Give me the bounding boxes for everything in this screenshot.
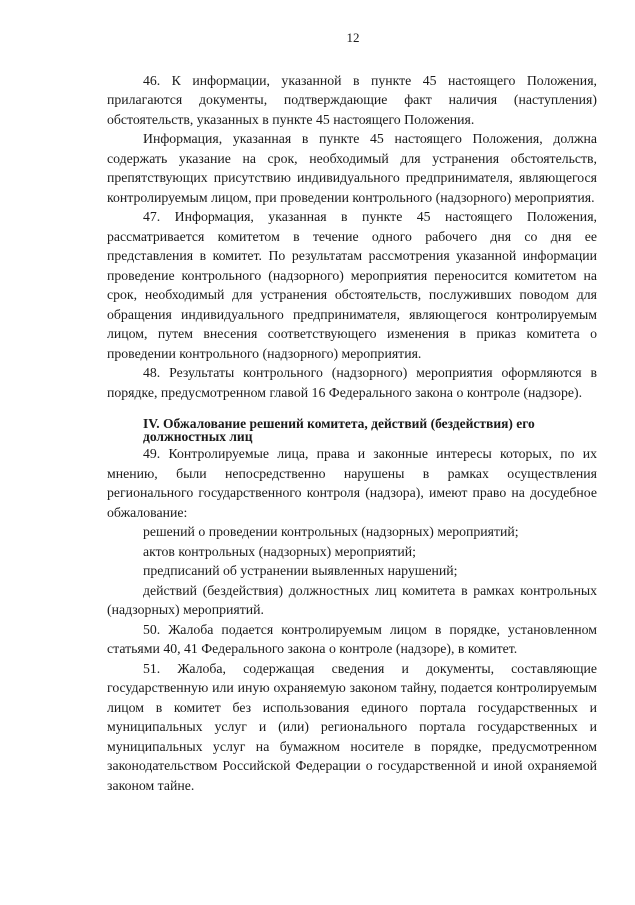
paragraph-50: 50. Жалоба подается контролируемым лицом в порядке, установленном статьями 40, 41 Федерального закона о контроле (надзоре), в комитет.	[107, 621, 597, 656]
section-heading-line-1: IV. Обжалование решений комитета, действий (бездействия) его	[143, 416, 535, 431]
section-heading	[107, 417, 597, 443]
list-item-actions: действий (бездействия) должностных лиц комитета в рамках контрольных (надзорных) мероприятий.	[107, 582, 597, 617]
list-item-acts: актов контрольных (надзорных) мероприятий;	[143, 543, 416, 559]
document-page	[107, 28, 597, 795]
paragraph-46-info: Информация, указанная в пункте 45 настоящего Положения, должна содержать указание на срок, необходимый для устранения обстоятельств, препятствующих присутствию индивидуального предпринимателя, являющегося контролируемым лицом, при проведении контрольного (надзорного) мероприятия.	[107, 131, 597, 205]
paragraph-51: 51. Жалоба, содержащая сведения и документы, составляющие государственную или иную охраняемую законом тайну, подается контролируемым лицом в комитет без использования единого портала государственных и муниципальных услуг и (или) регионального портала государственных и муниципальных услуг на бумажном носителе в порядке, предусмотренном законодательством Российской Федерации о государственной и иной охраняемой законом тайне.	[107, 660, 597, 793]
list-item-orders: предписаний об устранении выявленных нарушений;	[143, 563, 458, 578]
paragraph-49: 49. Контролируемые лица, права и законные интересы которых, по их мнению, были непосредственно нарушены в рамках осуществления регионального государственного контроля (надзора), имеют право на досудебное обжалование:	[107, 446, 597, 520]
section-heading-line-2: должностных лиц	[143, 429, 253, 444]
paragraph-46: 46. К информации, указанной в пункте 45 настоящего Положения, прилагаются документы, подтверждающие факт наличия (наступления) обстоятельств, указанных в пункте 45 настоящего Положения.	[107, 72, 597, 127]
paragraph-47: 47. Информация, указанная в пункте 45 настоящего Положения, рассматривается комитетом в течение одного рабочего дня со дня ее представления в комитет. По результатам рассмотрения указанной информации проведение контрольного (надзорного) мероприятия переносится комитетом на срок, необходимый для устранения обстоятельств, послуживших поводом для обращения индивидуального предпринимателя, являющегося контролируемым лицом, путем внесения соответствующего изменения в приказ комитета о проведении контрольного (надзорного) мероприятия.	[107, 209, 597, 361]
paragraph-48: 48. Результаты контрольного (надзорного) мероприятия оформляются в порядке, предусмотренном главой 16 Федерального закона о контроле (надзоре).	[107, 365, 597, 400]
page-number: 12	[346, 30, 360, 45]
list-item-decisions: решений о проведении контрольных (надзорных) мероприятий;	[143, 524, 519, 539]
